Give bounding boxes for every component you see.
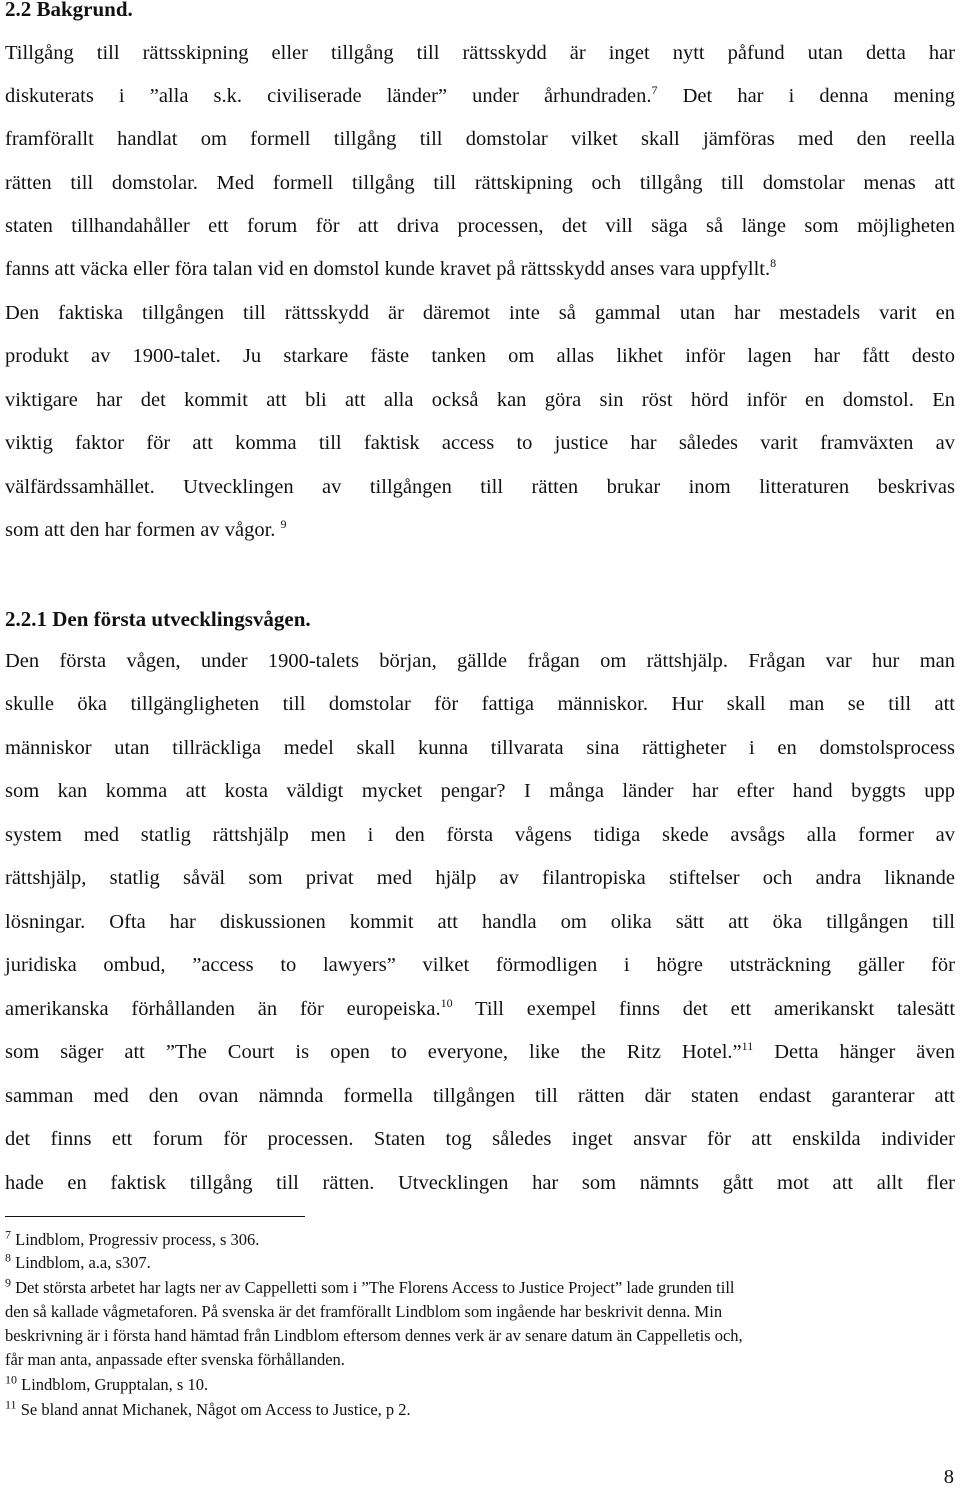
footnote-10: $^{10}$ Lindblom, Grupptalan, s 10.	[5, 1372, 209, 1394]
paragraph-line: skulle öka tillgängligheten till domstolar för fattiga människor. Hur skall man se till att	[5, 693, 955, 715]
footnote-9-line: den så kallade vågmetaforen. På svenska är det framförallt Lindblom som ingående har beskrivit denna. Min	[5, 1302, 723, 1321]
paragraph-line: det finns ett forum för processen. Staten tog således inget ansvar för att enskilda individer	[5, 1128, 955, 1150]
paragraph-line: samman med den ovan nämnda formella tillgången till rätten där staten endast garanterar att	[5, 1085, 955, 1107]
footnote-9-line: beskrivning är i första hand hämtad från Lindblom eftersom dennes verk är av senare datum än Cappelletis och,	[5, 1326, 743, 1345]
page-number: 8	[943, 1466, 954, 1488]
paragraph-line: viktig faktor för att komma till faktisk access to justice har således varit framväxten av	[5, 432, 955, 454]
footnote-ref: 7	[651, 83, 658, 98]
footnote-9: $^9$ Det största arbetet har lagts ner av Cappelletti som i ”The Florens Access to Justice Project” lade grunden till	[5, 1275, 735, 1297]
paragraph-line: framförallt handlat om formell tillgång till domstolar vilket skall jämföras med den reella	[5, 128, 955, 150]
footnote-divider	[5, 1216, 305, 1217]
paragraph-line: Tillgång till rättsskipning eller tillgång till rättsskydd är inget nytt påfund utan detta har	[5, 42, 955, 64]
paragraph-line: viktigare har det kommit att bli att alla också kan göra sin röst hörd inför en domstol. En	[5, 389, 955, 411]
paragraph-line: Den första vågen, under 1900-talets början, gällde frågan om rättshjälp. Frågan var hur man	[5, 650, 955, 672]
paragraph-line: diskuterats i ”alla s.k. civiliserade länder” under århundraden.$^7$ Det har i denna mening	[5, 83, 955, 107]
paragraph-line: system med statlig rättshjälp men i den första vågens tidiga skede avsågs alla former av	[5, 824, 955, 846]
paragraph-line: Den faktiska tillgången till rättsskydd är däremot inte så gammal utan har mestadels varit en	[5, 302, 955, 324]
paragraph-line: staten tillhandahåller ett forum för att driva processen, det vill säga så länge som möjligheten	[5, 215, 955, 237]
section-heading: 2.2 Bakgrund.	[5, 0, 133, 21]
paragraph-line: välfärdssamhället. Utvecklingen av tillgången till rätten brukar inom litteraturen beskrivas	[5, 476, 955, 498]
subsection-heading: 2.2.1 Den första utvecklingsvågen.	[5, 607, 311, 631]
paragraph-line: som att den har formen av vågor. $^9$	[5, 517, 287, 541]
paragraph-line: som säger att ”The Court is open to everyone, like the Ritz Hotel.”$^{11}$ Detta hänger även	[5, 1039, 955, 1063]
footnote-9-line: får man anta, anpassade efter svenska förhållanden.	[5, 1350, 345, 1369]
paragraph-line: fanns att väcka eller föra talan vid en domstol kunde kravet på rättsskydd anses vara uppfyllt.$^8$	[5, 256, 777, 280]
paragraph-line: människor utan tillräckliga medel skall kunna tillvarata sina rättigheter i en domstolsprocess	[5, 737, 955, 759]
paragraph-line: rätten till domstolar. Med formell tillgång till rättskipning och tillgång till domstolar menas att	[5, 172, 955, 194]
paragraph-line: som kan komma att kosta väldigt mycket pengar? I många länder har efter hand byggts upp	[5, 780, 955, 802]
footnote-11: $^{11}$ Se bland annat Michanek, Något om Access to Justice, p 2.	[5, 1397, 411, 1419]
paragraph-line: juridiska ombud, ”access to lawyers” vilket förmodligen i högre utsträckning gäller för	[5, 954, 955, 976]
footnote-ref: 11	[741, 1039, 754, 1054]
paragraph-line: amerikanska förhållanden än för europeiska.$^{10}$ Till exempel finns det ett amerikanskt talesätt	[5, 996, 956, 1020]
footnote-ref: 10	[440, 996, 453, 1011]
footnote-7: $^7$ Lindblom, Progressiv process, s 306.	[5, 1227, 260, 1249]
paragraph-line: rättshjälp, statlig såväl som privat med hjälp av filantropiska stiftelser och andra liknande	[5, 867, 955, 889]
paragraph-line: lösningar. Ofta har diskussionen kommit att handla om olika sätt att öka tillgången till	[5, 911, 955, 933]
footnote-8: $^8$ Lindblom, a.a, s307.	[5, 1250, 151, 1272]
footnote-ref: 8	[770, 256, 777, 271]
paragraph-line: produkt av 1900-talet. Ju starkare fäste tanken om allas likhet inför lagen har fått desto	[5, 345, 955, 367]
paragraph-line: hade en faktisk tillgång till rätten. Utvecklingen har som nämnts gått mot att allt fler	[5, 1172, 955, 1194]
footnote-ref: 9	[280, 517, 287, 532]
